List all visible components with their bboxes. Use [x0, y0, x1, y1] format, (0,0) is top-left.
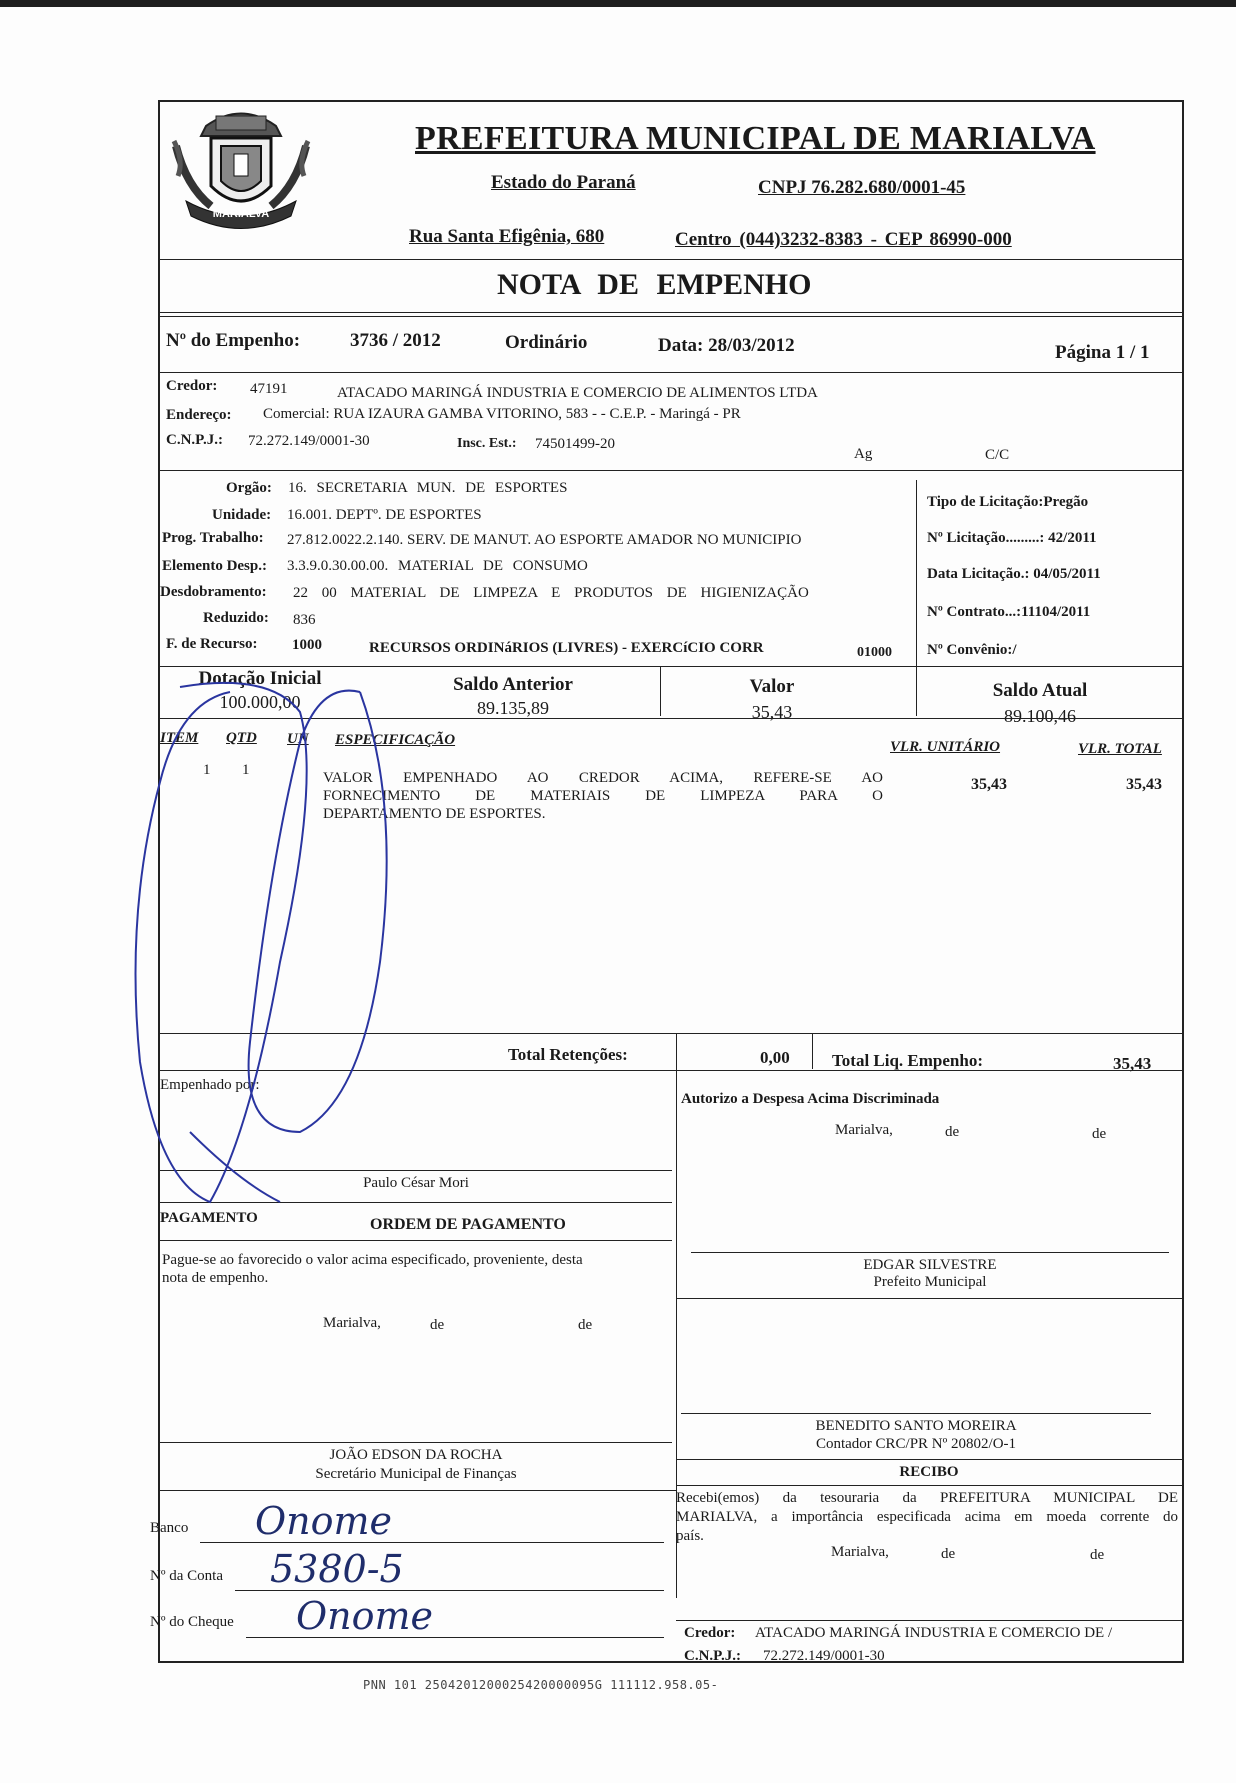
data-licitacao: Data Licitação.: 04/05/2011 [927, 566, 1101, 582]
prog-value: 27.812.0022.2.140. SERV. DE MANUT. AO ESPORTE AMADOR NO MUNICIPIO [287, 532, 802, 548]
item-number: 1 [203, 762, 211, 778]
recibo-de-1: de [941, 1546, 956, 1562]
secretario-role: Secretário Municipal de Finanças [315, 1466, 517, 1482]
prefeito-role: Prefeito Municipal [873, 1274, 987, 1290]
retencoes-value: 0,00 [760, 1048, 790, 1067]
footer-code: PNN 101 2504201200025420000095G 111112.958.05- [363, 1678, 719, 1692]
nota-de-empenho-form [150, 100, 1184, 1664]
autorizo-de-1: de [945, 1124, 960, 1140]
contador-name: BENEDITO SANTO MOREIRA [815, 1418, 1017, 1434]
recurso-value: RECURSOS ORDINáRIOS (LIVRES) - EXERCíCIO CORR [369, 640, 764, 656]
pagamento-de-2: de [578, 1317, 593, 1333]
street-address: Rua Santa Efigênia, 680 [409, 226, 605, 247]
pagamento-text-1: Pague-se ao favorecido o valor acima especificado, proveniente, desta [162, 1252, 583, 1268]
recibo-city: Marialva, [831, 1544, 889, 1560]
orgao-value: 16. SECRETARIA MUN. DE ESPORTES [288, 480, 568, 496]
state-name: Estado do Paraná [491, 172, 636, 193]
unit-value-header: VLR. UNITÁRIO [890, 739, 1001, 755]
elemento-value: 3.3.9.0.30.00.00. MATERIAL DE CONSUMO [287, 558, 588, 574]
item-qtd: 1 [242, 762, 250, 778]
elemento-label: Elemento Desp.: [162, 558, 267, 574]
recibo-credor-name: ATACADO MARINGÁ INDUSTRIA E COMERCIO DE / [755, 1625, 1113, 1641]
recibo-de-2: de [1090, 1547, 1105, 1563]
conta-handwritten: 5380-5 [270, 1547, 404, 1591]
saldo-atual-label: Saldo Atual [992, 680, 1088, 701]
autorizo-city: Marialva, [835, 1122, 893, 1138]
empenho-type: Ordinário [505, 332, 588, 353]
empenho-date: Data: 28/03/2012 [658, 335, 795, 356]
empenhado-name: Paulo César Mori [363, 1175, 469, 1191]
unidade-label: Unidade: [212, 507, 272, 523]
item-description-line-3: DEPARTAMENTO DE ESPORTES. [323, 806, 546, 822]
scan-edge [0, 0, 1236, 7]
recibo-text-2: MARIALVA, a importância especificada acima em moeda corrente do [676, 1509, 1178, 1525]
empenhado-label: Empenhado por: [160, 1077, 260, 1093]
credor-code: 47191 [250, 381, 288, 397]
qtd-header: QTD [226, 730, 257, 746]
municipal-crest-icon [166, 106, 316, 234]
agency-label: Ag [854, 446, 873, 462]
recurso-label: F. de Recurso: [166, 636, 258, 652]
recurso-number: 01000 [857, 645, 892, 660]
empenho-number-label: Nº do Empenho: [166, 330, 301, 351]
cheque-handwritten: Onome [296, 1594, 434, 1638]
ordem-pagamento-label: ORDEM DE PAGAMENTO [370, 1216, 566, 1233]
un-header: UN [287, 731, 309, 747]
numero-licitacao: Nº Licitação.........: 42/2011 [927, 530, 1097, 546]
pen-scribble-icon [120, 662, 500, 1222]
recibo-label: RECIBO [899, 1464, 959, 1480]
credor-insc: 74501499-20 [535, 436, 615, 452]
pagamento-label: PAGAMENTO [160, 1210, 258, 1226]
tipo-licitacao: Tipo de Licitação:Pregão [927, 494, 1089, 510]
especificacao-header: ESPECIFICAÇÃO [335, 732, 456, 748]
secretario-name: JOÃO EDSON DA ROCHA [329, 1447, 503, 1463]
item-description-line-2: FORNECIMENTO DE MATERIAIS DE LIMPEZA PARA O [323, 788, 883, 804]
credor-label: Credor: [166, 378, 218, 394]
numero-contrato: Nº Contrato...:11104/2011 [927, 604, 1091, 620]
orgao-label: Orgão: [226, 480, 272, 496]
crest-text: MARIALVA [212, 208, 270, 220]
pagamento-text-2: nota de empenho. [162, 1270, 269, 1286]
conta-label: Nº da Conta [150, 1568, 223, 1584]
empenho-number: 3736 / 2012 [350, 330, 441, 351]
liquido-label: Total Liq. Empenho: [832, 1051, 983, 1070]
municipality-title: PREFEITURA MUNICIPAL DE MARIALVA [415, 120, 1096, 157]
credor-name: ATACADO MARINGÁ INDUSTRIA E COMERCIO DE ALIMENTOS LTDA [337, 385, 818, 401]
valor-value: 35,43 [751, 702, 793, 722]
recurso-code: 1000 [292, 637, 322, 653]
numero-convenio: Nº Convênio:/ [927, 642, 1017, 658]
item-header: ITEM [160, 730, 199, 746]
reduzido-value: 836 [293, 612, 316, 628]
recibo-cnpj-label: C.N.P.J.: [684, 1648, 741, 1664]
recibo-text-1: Recebi(emos) da tesouraria da PREFEITURA MUNICIPAL DE [676, 1490, 1178, 1506]
autorizo-label: Autorizo a Despesa Acima Discriminada [681, 1091, 940, 1107]
insc-label: Insc. Est.: [457, 436, 517, 451]
valor-label: Valor [749, 676, 795, 697]
prog-label: Prog. Trabalho: [162, 530, 264, 546]
credor-address: Comercial: RUA IZAURA GAMBA VITORINO, 583 - - C.E.P. - Maringá - PR [263, 406, 741, 422]
pagamento-de-1: de [430, 1317, 445, 1333]
item-description-line-1: VALOR EMPENHADO AO CREDOR ACIMA, REFERE-SE AO [323, 770, 883, 786]
account-label: C/C [985, 447, 1010, 463]
item-unit-price: 35,43 [971, 776, 1007, 793]
cnpj-header: CNPJ 76.282.680/0001-45 [758, 177, 966, 198]
unidade-value: 16.001. DEPTº. DE ESPORTES [287, 507, 482, 523]
desdobramento-value: 22 00 MATERIAL DE LIMPEZA E PRODUTOS DE HIGIENIZAÇÃO [293, 585, 809, 601]
page-number: Página 1 / 1 [1055, 342, 1150, 363]
saldo-anterior-value: 89.135,89 [477, 698, 549, 718]
recibo-text-3: país. [676, 1528, 704, 1544]
pagamento-city: Marialva, [323, 1315, 381, 1331]
banco-handwritten: Onome [255, 1499, 393, 1543]
saldo-atual-value: 89.100,46 [1004, 706, 1076, 726]
endereco-label: Endereço: [166, 407, 232, 423]
reduzido-label: Reduzido: [203, 610, 269, 626]
banco-label: Banco [150, 1520, 189, 1536]
saldo-anterior-label: Saldo Anterior [453, 674, 573, 695]
liquido-value: 35,43 [1113, 1054, 1152, 1073]
contador-role: Contador CRC/PR Nº 20802/O-1 [815, 1436, 1017, 1452]
item-total-price: 35,43 [1126, 776, 1162, 793]
total-value-header: VLR. TOTAL [1078, 741, 1162, 757]
credor-cnpj: 72.272.149/0001-30 [248, 433, 370, 449]
cnpj-label: C.N.P.J.: [166, 432, 223, 448]
dotacao-value: 100.000,00 [219, 692, 301, 712]
recibo-credor-label: Credor: [684, 1625, 736, 1641]
autorizo-de-2: de [1092, 1126, 1107, 1142]
cheque-label: Nº do Cheque [150, 1614, 234, 1630]
document-title: NOTA DE EMPENHO [497, 268, 812, 301]
prefeito-name: EDGAR SILVESTRE [863, 1257, 997, 1273]
dotacao-label: Dotação Inicial [198, 668, 322, 689]
address-contact: Centro (044)3232-8383 - CEP 86990-000 [675, 229, 1012, 250]
recibo-cnpj: 72.272.149/0001-30 [763, 1648, 885, 1664]
desdobramento-label: Desdobramento: [160, 584, 267, 600]
retencoes-label: Total Retenções: [508, 1045, 628, 1064]
